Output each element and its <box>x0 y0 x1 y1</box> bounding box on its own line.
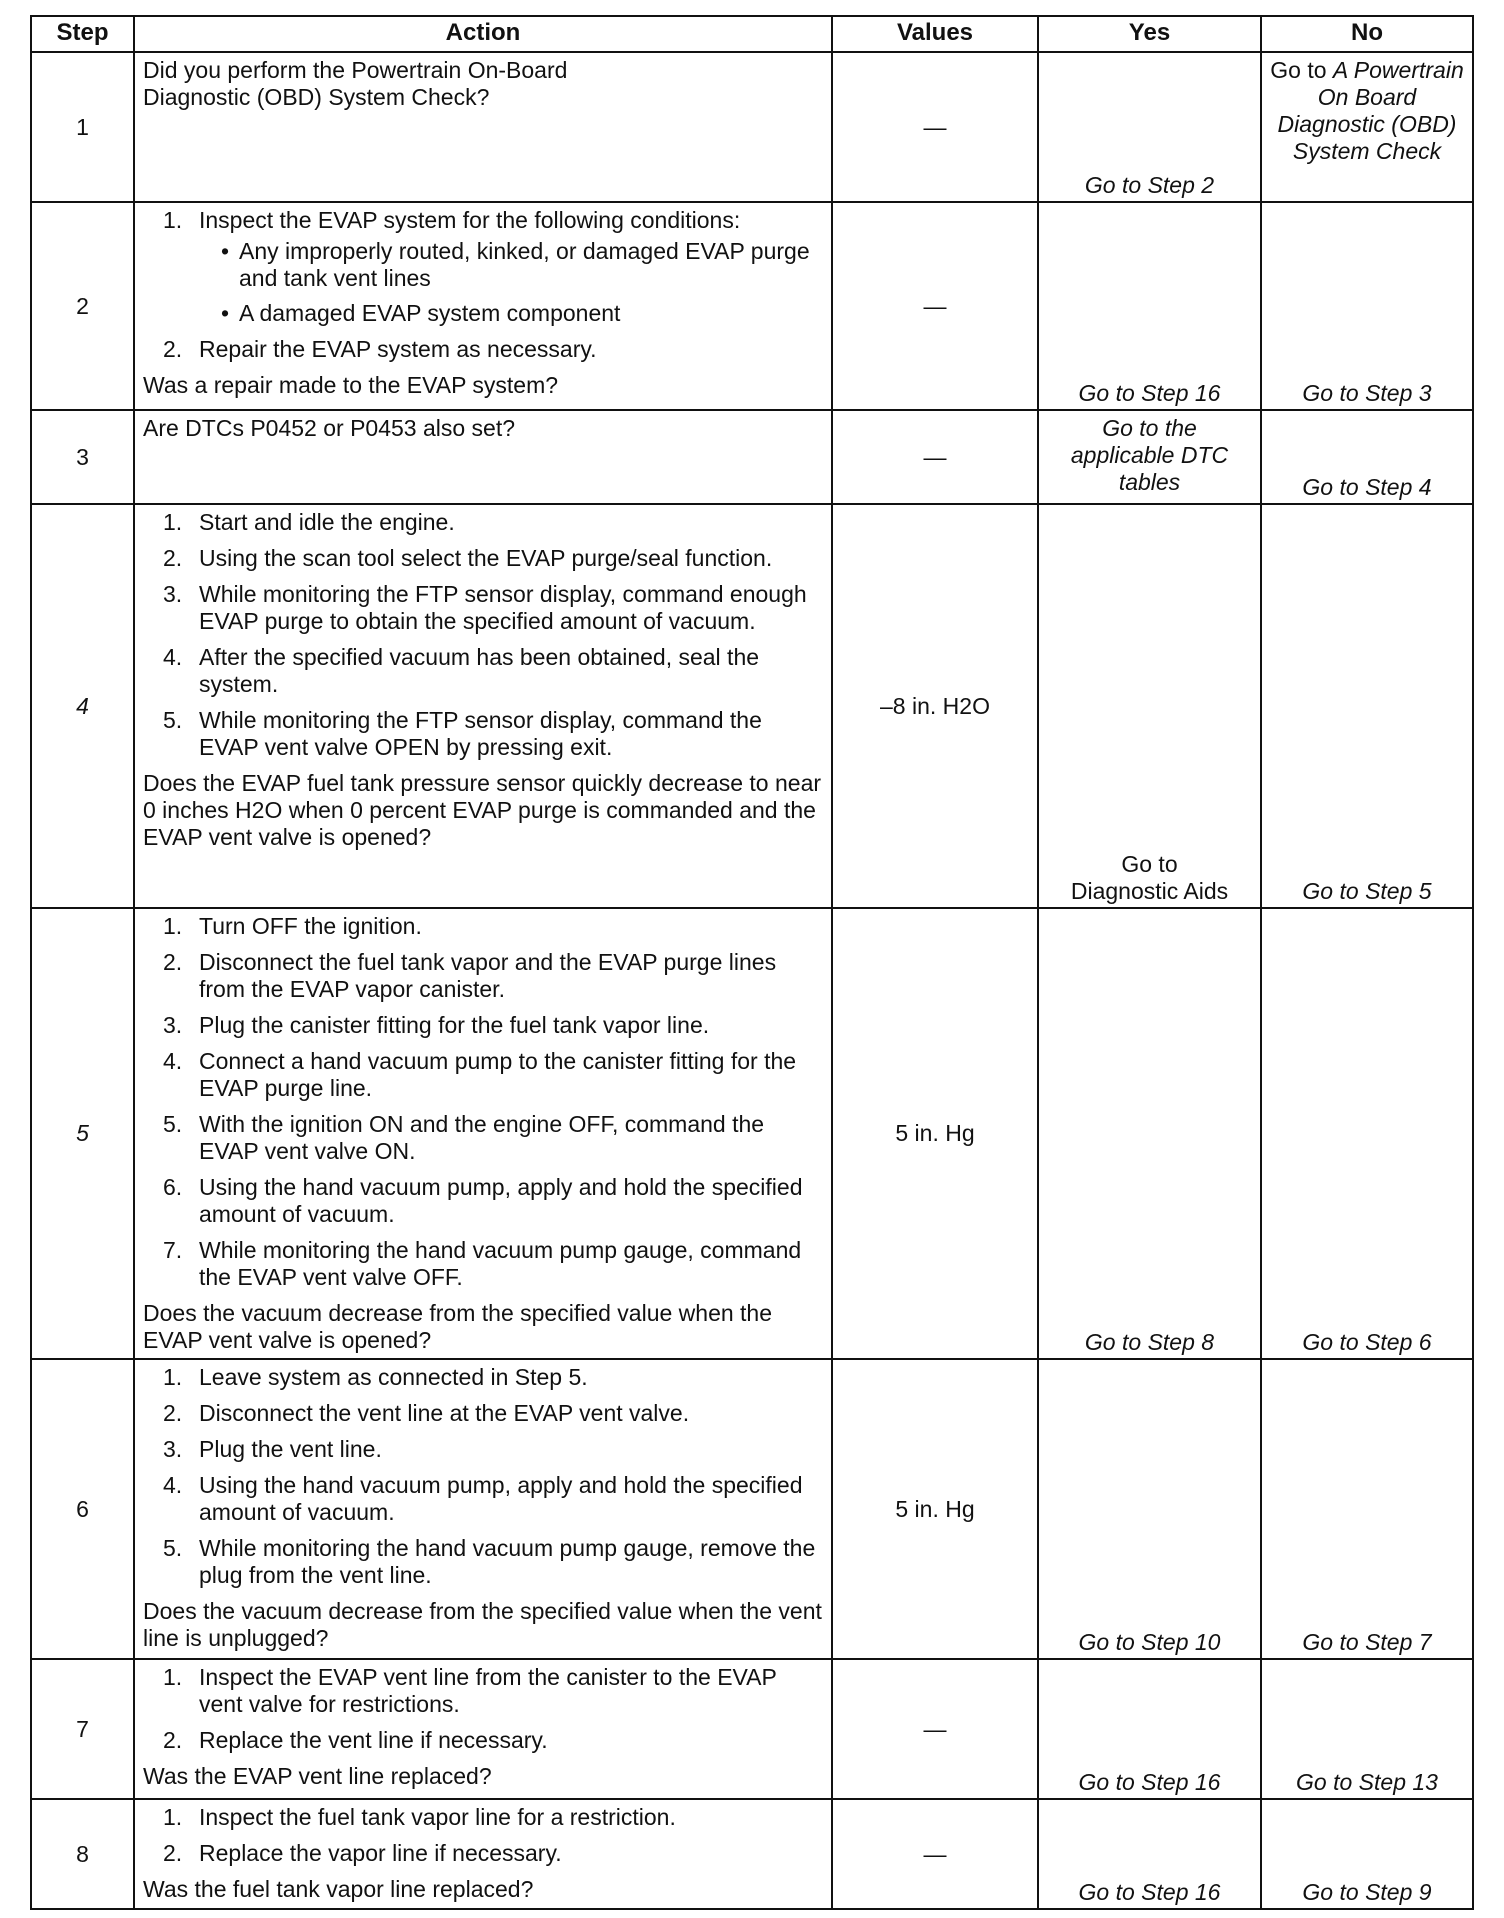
condition-list <box>199 238 823 327</box>
step-index: 5. <box>163 707 183 733</box>
action-step: 2. Replace the vent line if necessary. <box>163 1727 548 1753</box>
action-step: 5. While monitoring the FTP sensor display, command the EVAP vent valve OPEN by pressing exit. <box>163 707 762 760</box>
table-row <box>31 1799 1473 1909</box>
values-cell <box>832 202 1038 410</box>
action-cell <box>134 1359 832 1659</box>
action-step: 6. Using the hand vacuum pump, apply and hold the specified amount of vacuum. <box>163 1174 803 1227</box>
step-number: 8 <box>31 1799 134 1909</box>
no-link[interactable]: Go to Step 6 <box>1302 1329 1432 1355</box>
action-step: 7. While monitoring the hand vacuum pump gauge, command the EVAP vent valve OFF. <box>163 1237 802 1290</box>
no-prefix: Go to <box>1270 57 1327 83</box>
header-step: Step <box>31 16 134 52</box>
yes-link[interactable]: Go to Step 16 <box>1078 380 1221 406</box>
yes-prefix: Go to <box>1121 851 1178 877</box>
action-step: 1. Start and idle the engine. <box>163 509 455 535</box>
values-cell <box>832 1799 1038 1909</box>
action-question: Are DTCs P0452 or P0453 also set? <box>143 415 516 441</box>
action-step: 4. Connect a hand vacuum pump to the canister fitting for the EVAP purge line. <box>163 1048 797 1101</box>
action-cell <box>134 52 832 202</box>
values-cell <box>832 410 1038 504</box>
step-index: 3. <box>163 581 183 607</box>
step-number: 6 <box>31 1359 134 1659</box>
header-row <box>31 16 1473 52</box>
action-cell <box>134 1799 832 1909</box>
step-index: 2. <box>163 336 183 362</box>
header-yes: Yes <box>1038 16 1261 52</box>
action-cell <box>134 410 832 504</box>
action-steps <box>143 913 823 1291</box>
values-cell <box>832 504 1038 908</box>
table-row <box>31 504 1473 908</box>
step-index: 1. <box>163 1804 183 1830</box>
no-cell <box>1261 908 1473 1359</box>
table-row <box>31 202 1473 410</box>
action-step: 2. Using the scan tool select the EVAP purge/seal function. <box>163 545 773 571</box>
action-step: 1. Inspect the EVAP system for the following conditions: • Any improperly routed, kinked, or damaged EVAP purge and tank vent lines • A damaged EVAP system component <box>143 207 823 327</box>
action-steps <box>143 509 823 761</box>
step-index: 5. <box>163 1111 183 1137</box>
action-question: Does the vacuum decrease from the specified value when the EVAP vent valve is opened? <box>143 1300 773 1353</box>
action-question: Was the EVAP vent line replaced? <box>143 1763 492 1789</box>
yes-link[interactable]: Go to Step 10 <box>1078 1629 1221 1655</box>
step-number: 4 <box>31 504 134 908</box>
yes-cell <box>1038 1799 1261 1909</box>
value-text: — <box>923 292 947 319</box>
step-index: 4. <box>163 644 183 670</box>
step-index: 3. <box>163 1436 183 1462</box>
action-question: Was the fuel tank vapor line replaced? <box>143 1876 534 1902</box>
action-step: 1. Turn OFF the ignition. <box>163 913 422 939</box>
action-step: 3. While monitoring the FTP sensor display, command enough EVAP purge to obtain the specified amount of vacuum. <box>163 581 807 634</box>
action-step: 1. Inspect the fuel tank vapor line for a restriction. <box>163 1804 676 1830</box>
action-step: 5. While monitoring the hand vacuum pump gauge, remove the plug from the vent line. <box>163 1535 816 1588</box>
step-number: 7 <box>31 1659 134 1799</box>
values-cell <box>832 1359 1038 1659</box>
yes-link[interactable]: Go to the applicable DTC tables <box>1070 415 1229 495</box>
yes-link[interactable]: Go to Step 2 <box>1084 172 1215 198</box>
action-step: 1. Inspect the EVAP vent line from the canister to the EVAP vent valve for restrictions. <box>163 1664 777 1717</box>
table-row <box>31 52 1473 202</box>
step-index: 5. <box>163 1535 183 1561</box>
step-index: 1. <box>163 509 183 535</box>
no-cell <box>1261 1659 1473 1799</box>
step-index: 1. <box>163 913 183 939</box>
action-cell <box>134 908 832 1359</box>
action-steps <box>143 1664 823 1754</box>
value-text: 5 in. Hg <box>895 1120 975 1146</box>
action-question: Was a repair made to the EVAP system? <box>143 372 559 398</box>
action-step: 4. After the specified vacuum has been obtained, seal the system. <box>163 644 760 697</box>
value-text: — <box>923 1715 947 1742</box>
action-step: 2. Replace the vapor line if necessary. <box>163 1840 562 1866</box>
step-index: 2. <box>163 1840 183 1866</box>
action-cell <box>134 202 832 410</box>
values-cell <box>832 908 1038 1359</box>
action-step: 3. Plug the vent line. <box>163 1436 382 1462</box>
no-cell <box>1261 1359 1473 1659</box>
no-link[interactable]: Go to Step 3 <box>1302 380 1432 406</box>
header-no: No <box>1261 16 1473 52</box>
condition-item: • Any improperly routed, kinked, or damaged EVAP purge and tank vent lines <box>199 238 823 292</box>
action-cell <box>134 1659 832 1799</box>
value-text: — <box>923 1840 947 1867</box>
table-row <box>31 410 1473 504</box>
action-question: Did you perform the Powertrain On-Board Diagnostic (OBD) System Check? <box>143 57 568 110</box>
action-steps <box>143 1364 823 1589</box>
action-step: 1. Leave system as connected in Step 5. <box>163 1364 588 1390</box>
diagnostic-table-wrapper <box>30 15 1472 1910</box>
condition-item: • A damaged EVAP system component <box>199 300 823 327</box>
step-index: 2. <box>163 1727 183 1753</box>
yes-link[interactable]: Go to Step 16 <box>1078 1879 1221 1905</box>
values-cell <box>832 52 1038 202</box>
no-cell <box>1261 410 1473 504</box>
yes-cell <box>1038 410 1261 504</box>
step-number: 2 <box>31 202 134 410</box>
no-link[interactable]: Go to Step 13 <box>1296 1769 1438 1795</box>
header-action: Action <box>134 16 832 52</box>
table-row <box>31 1359 1473 1659</box>
value-text: 5 in. Hg <box>895 1495 975 1522</box>
no-link[interactable]: Go to Step 5 <box>1302 878 1432 904</box>
header-values: Values <box>832 16 1038 52</box>
step-index: 1. <box>163 1664 183 1690</box>
step-index: 2. <box>163 545 183 571</box>
step-number: 5 <box>31 908 134 1359</box>
yes-cell <box>1038 1359 1261 1659</box>
action-step: 3. Plug the canister fitting for the fuel tank vapor line. <box>163 1012 710 1038</box>
step-index: 3. <box>163 1012 183 1038</box>
value-text: — <box>923 113 947 140</box>
step-index: 6. <box>163 1174 183 1200</box>
no-link[interactable]: Go to Step 7 <box>1302 1629 1432 1655</box>
yes-link[interactable]: Go to Step 16 <box>1078 1769 1221 1795</box>
action-step: 2. Repair the EVAP system as necessary. <box>163 336 597 362</box>
action-step: 4. Using the hand vacuum pump, apply and hold the specified amount of vacuum. <box>163 1472 803 1525</box>
no-link[interactable]: A Powertrain On Board Diagnostic (OBD) System Check <box>1277 57 1464 164</box>
step-index: 1. <box>163 1364 183 1390</box>
no-link[interactable]: Go to Step 9 <box>1302 1879 1432 1905</box>
yes-link[interactable]: Go to Step 8 <box>1084 1329 1215 1355</box>
value-text: –8 in. H2O <box>880 692 990 719</box>
yes-link[interactable]: Diagnostic Aids <box>1070 878 1229 904</box>
table-row <box>31 1659 1473 1799</box>
yes-cell <box>1038 1659 1261 1799</box>
yes-cell <box>1038 202 1261 410</box>
step-index: 7. <box>163 1237 183 1263</box>
action-steps <box>143 1804 823 1867</box>
yes-cell <box>1038 908 1261 1359</box>
action-question: Does the EVAP fuel tank pressure sensor quickly decrease to near 0 inches H2O when 0 percent EVAP purge is commanded and the EVAP vent valve is opened? <box>143 770 822 850</box>
action-step: 2. Disconnect the fuel tank vapor and the EVAP purge lines from the EVAP vapor canister. <box>163 949 777 1002</box>
action-step: 5. With the ignition ON and the engine OFF, command the EVAP vent valve ON. <box>163 1111 765 1164</box>
action-steps <box>143 207 823 363</box>
value-text: — <box>923 443 947 470</box>
action-step: 2. Disconnect the vent line at the EVAP vent valve. <box>163 1400 690 1426</box>
step-index: 2. <box>163 949 183 975</box>
action-question: Does the vacuum decrease from the specified value when the vent line is unplugged? <box>143 1598 822 1651</box>
step-index: 4. <box>163 1048 183 1074</box>
step-index: 1. <box>163 207 183 233</box>
no-cell <box>1261 504 1473 908</box>
step-index: 4. <box>163 1472 183 1498</box>
no-cell <box>1261 52 1473 202</box>
values-cell <box>832 1659 1038 1799</box>
diagnostic-table <box>30 15 1474 1910</box>
step-index: 2. <box>163 1400 183 1426</box>
no-link[interactable]: Go to Step 4 <box>1302 474 1432 500</box>
action-cell <box>134 504 832 908</box>
yes-cell <box>1038 52 1261 202</box>
no-cell <box>1261 1799 1473 1909</box>
no-cell <box>1261 202 1473 410</box>
yes-cell <box>1038 504 1261 908</box>
step-number: 3 <box>31 410 134 504</box>
step-number: 1 <box>31 52 134 202</box>
table-row <box>31 908 1473 1359</box>
